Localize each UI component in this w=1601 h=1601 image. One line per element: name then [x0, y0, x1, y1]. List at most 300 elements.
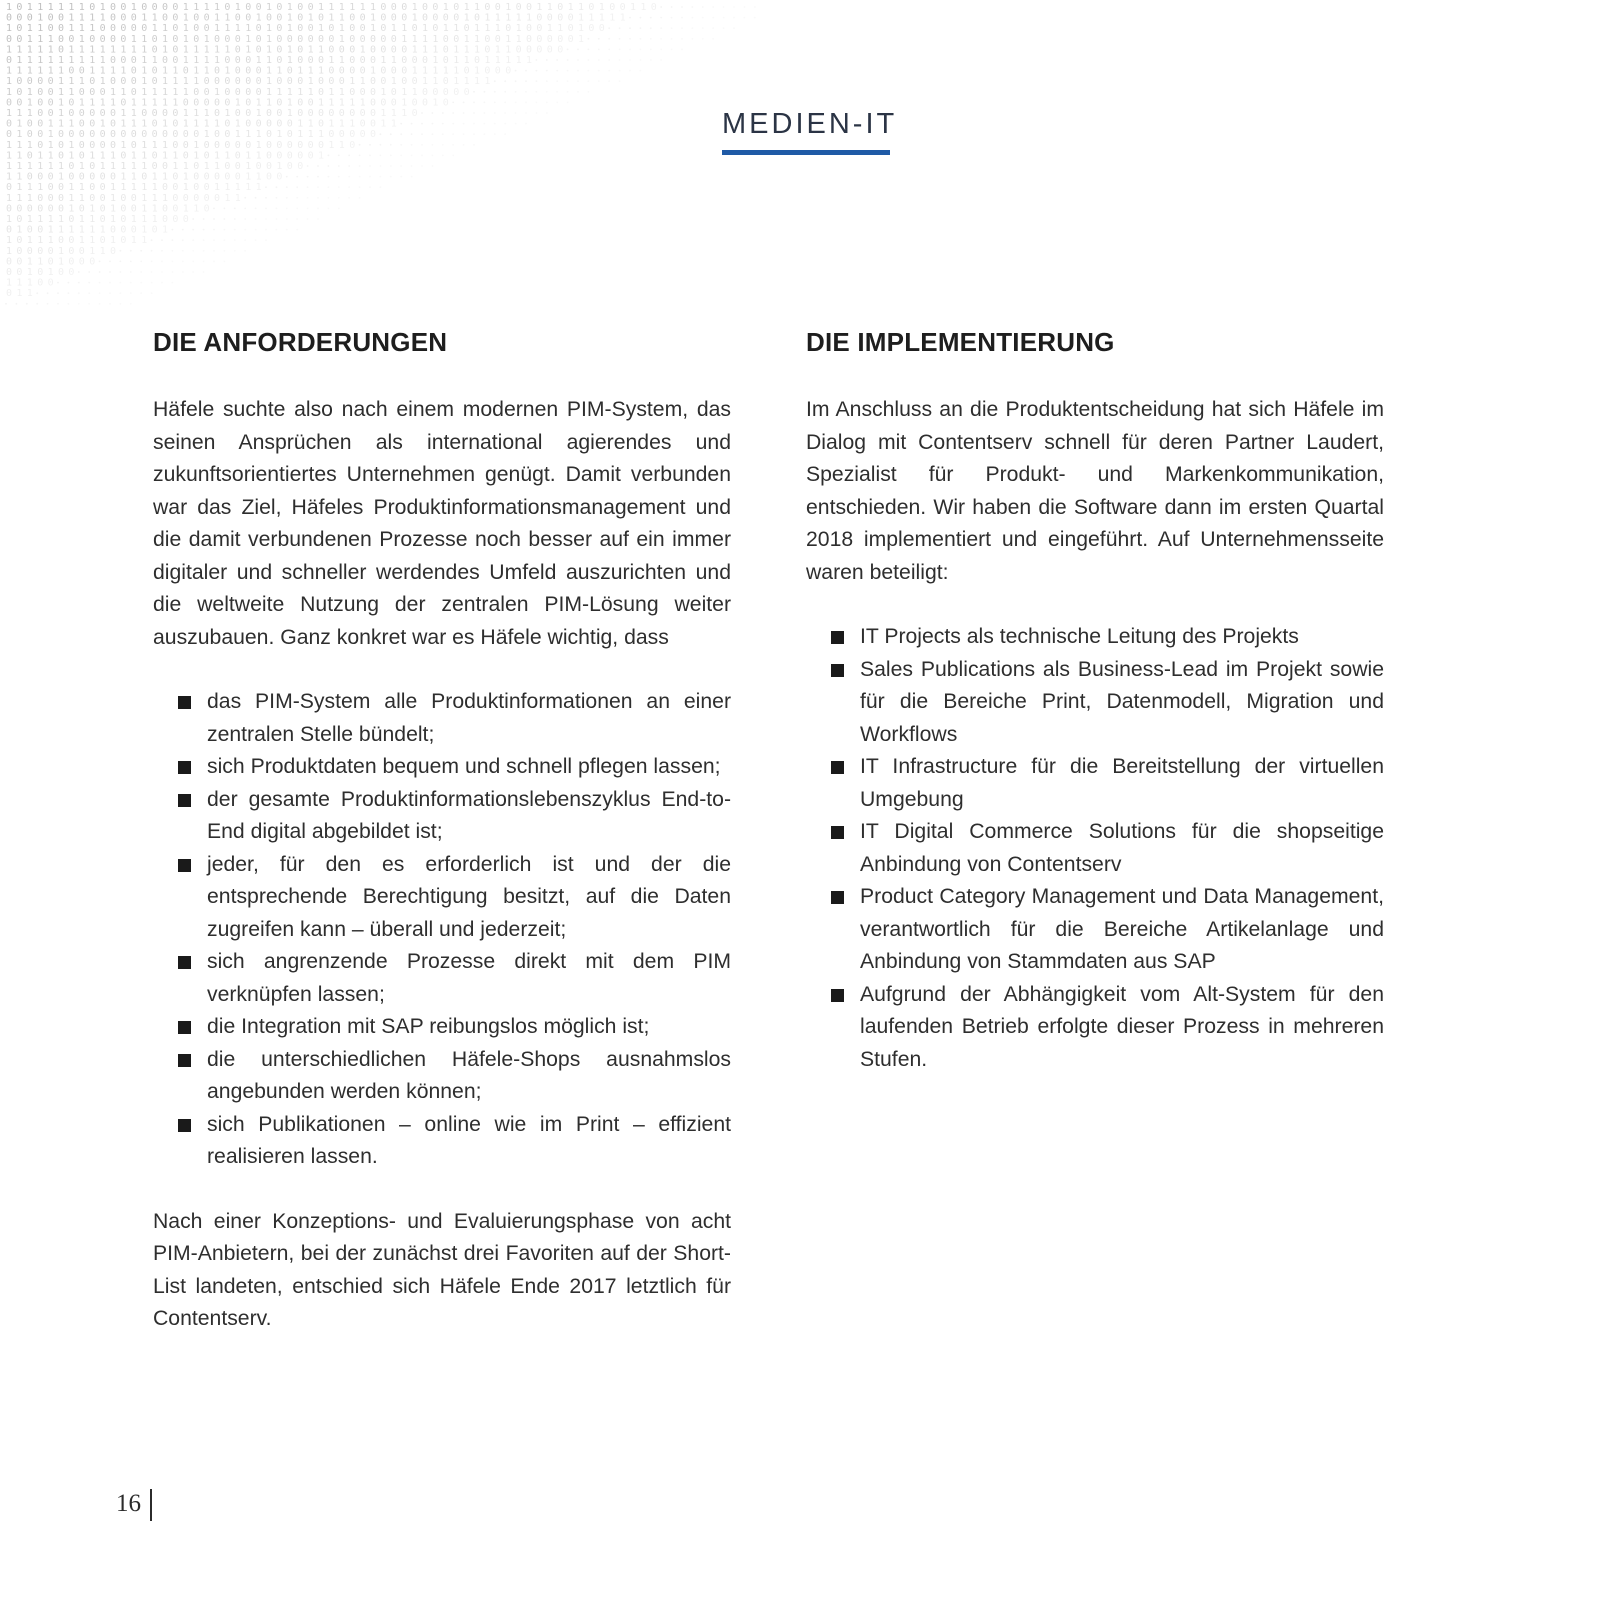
svg-text:0: 0	[598, 23, 605, 35]
svg-text:0: 0	[99, 129, 106, 141]
svg-text:0: 0	[26, 245, 33, 257]
svg-text:1: 1	[505, 2, 512, 13]
svg-text:0: 0	[68, 235, 75, 247]
svg-text:0: 0	[193, 23, 200, 35]
svg-text:0: 0	[557, 2, 564, 13]
svg-text:1: 1	[89, 224, 96, 236]
svg-text:0: 0	[130, 192, 137, 204]
svg-text:0: 0	[110, 2, 117, 13]
svg-text:1: 1	[130, 171, 137, 183]
svg-text:0: 0	[151, 224, 158, 236]
svg-text:0: 0	[484, 44, 491, 56]
svg-text:1: 1	[16, 65, 23, 77]
square-bullet-icon	[831, 761, 844, 774]
svg-text:0: 0	[162, 2, 169, 13]
svg-text:1: 1	[546, 23, 553, 35]
svg-text:1: 1	[68, 23, 75, 35]
svg-text:0: 0	[68, 214, 75, 225]
svg-text:0: 0	[286, 139, 293, 151]
requirements-column	[153, 322, 731, 1336]
svg-text:1: 1	[318, 44, 325, 56]
svg-text:0: 0	[203, 171, 210, 183]
svg-text:1: 1	[318, 2, 325, 13]
svg-text:1: 1	[182, 44, 189, 56]
svg-text:1: 1	[37, 182, 44, 194]
svg-text:0: 0	[68, 267, 75, 278]
svg-text:0: 0	[26, 76, 33, 88]
svg-text:0: 0	[318, 76, 325, 88]
svg-text:1: 1	[411, 12, 418, 24]
svg-text:1: 1	[162, 86, 169, 98]
svg-text:0: 0	[266, 108, 273, 119]
svg-text:1: 1	[26, 108, 33, 119]
svg-text:1: 1	[68, 55, 75, 66]
svg-text:0: 0	[58, 12, 65, 24]
svg-text:0: 0	[58, 203, 65, 215]
svg-text:0: 0	[422, 86, 429, 98]
svg-text:0: 0	[26, 224, 33, 236]
svg-text:0: 0	[162, 214, 169, 225]
svg-text:1: 1	[37, 44, 44, 56]
svg-text:1: 1	[78, 182, 85, 194]
svg-text:1: 1	[276, 65, 283, 77]
svg-text:1: 1	[494, 55, 501, 66]
svg-text:1: 1	[546, 2, 553, 13]
svg-text:0: 0	[234, 12, 241, 24]
svg-text:1: 1	[151, 23, 158, 35]
binary-pattern-decoration	[0, 0, 790, 320]
svg-text:1: 1	[26, 23, 33, 35]
svg-text:0: 0	[110, 108, 117, 119]
svg-text:1: 1	[463, 33, 470, 45]
svg-text:0: 0	[266, 161, 273, 172]
svg-text:0: 0	[151, 44, 158, 56]
svg-text:0: 0	[234, 65, 241, 77]
svg-text:1: 1	[68, 192, 75, 204]
svg-text:0: 0	[411, 55, 418, 66]
svg-text:0: 0	[6, 224, 13, 236]
svg-text:0: 0	[16, 256, 23, 268]
svg-text:0: 0	[89, 129, 96, 141]
svg-text:0: 0	[359, 129, 366, 141]
svg-text:0: 0	[78, 171, 85, 183]
svg-text:1: 1	[47, 55, 54, 66]
svg-text:1: 1	[297, 86, 304, 98]
svg-text:1: 1	[359, 76, 366, 88]
svg-text:0: 0	[297, 33, 304, 45]
svg-text:1: 1	[141, 76, 148, 88]
svg-text:0: 0	[380, 97, 387, 109]
svg-text:1: 1	[37, 214, 44, 225]
svg-text:0: 0	[359, 86, 366, 98]
svg-text:1: 1	[286, 86, 293, 98]
svg-text:0: 0	[328, 65, 335, 77]
svg-text:1: 1	[182, 108, 189, 119]
svg-text:0: 0	[494, 33, 501, 45]
svg-text:1: 1	[6, 150, 13, 162]
svg-text:0: 0	[411, 97, 418, 109]
svg-text:0: 0	[328, 23, 335, 35]
svg-text:0: 0	[162, 12, 169, 24]
svg-text:0: 0	[390, 44, 397, 56]
svg-text:0: 0	[307, 108, 314, 119]
svg-text:0: 0	[162, 203, 169, 215]
svg-text:0: 0	[370, 118, 377, 130]
svg-text:1: 1	[58, 97, 65, 109]
svg-text:1: 1	[307, 44, 314, 56]
svg-text:0: 0	[349, 108, 356, 119]
svg-text:1: 1	[26, 288, 33, 300]
svg-text:0: 0	[182, 139, 189, 151]
svg-text:0: 0	[318, 139, 325, 151]
svg-text:1: 1	[26, 97, 33, 109]
svg-text:0: 0	[182, 192, 189, 204]
svg-text:0: 0	[37, 245, 44, 257]
svg-text:1: 1	[214, 161, 221, 172]
svg-text:1: 1	[630, 2, 637, 13]
svg-text:1: 1	[224, 108, 231, 119]
svg-text:0: 0	[380, 44, 387, 56]
svg-text:1: 1	[151, 214, 158, 225]
svg-text:1: 1	[245, 150, 252, 162]
svg-text:0: 0	[203, 12, 210, 24]
svg-text:1: 1	[99, 245, 106, 257]
svg-text:0: 0	[359, 108, 366, 119]
svg-text:1: 1	[203, 161, 210, 172]
svg-text:1: 1	[141, 139, 148, 151]
svg-text:1: 1	[151, 55, 158, 66]
svg-text:0: 0	[58, 23, 65, 35]
svg-text:0: 0	[110, 23, 117, 35]
svg-text:1: 1	[338, 97, 345, 109]
svg-text:0: 0	[78, 129, 85, 141]
svg-text:0: 0	[89, 33, 96, 45]
svg-text:0: 0	[203, 23, 210, 35]
svg-text:1: 1	[276, 161, 283, 172]
svg-text:1: 1	[203, 118, 210, 130]
svg-text:0: 0	[110, 129, 117, 141]
svg-text:0: 0	[276, 2, 283, 13]
svg-text:1: 1	[526, 55, 533, 66]
svg-text:1: 1	[6, 139, 13, 151]
svg-text:1: 1	[151, 97, 158, 109]
square-bullet-icon	[831, 631, 844, 644]
svg-text:0: 0	[37, 224, 44, 236]
svg-text:0: 0	[359, 12, 366, 24]
svg-text:0: 0	[37, 76, 44, 88]
svg-text:0: 0	[151, 65, 158, 77]
svg-text:0: 0	[650, 2, 657, 13]
svg-text:0: 0	[99, 23, 106, 35]
svg-text:1: 1	[130, 161, 137, 172]
svg-text:0: 0	[380, 2, 387, 13]
svg-text:1: 1	[6, 2, 13, 13]
svg-text:1: 1	[349, 97, 356, 109]
svg-text:0: 0	[224, 2, 231, 13]
svg-text:1: 1	[234, 2, 241, 13]
svg-text:0: 0	[141, 2, 148, 13]
svg-text:1: 1	[432, 44, 439, 56]
svg-text:1: 1	[26, 235, 33, 247]
svg-text:1: 1	[37, 12, 44, 24]
svg-text:1: 1	[26, 182, 33, 194]
svg-text:1: 1	[130, 150, 137, 162]
svg-text:0: 0	[130, 65, 137, 77]
svg-text:1: 1	[214, 23, 221, 35]
svg-text:0: 0	[26, 150, 33, 162]
svg-text:1: 1	[16, 150, 23, 162]
svg-text:1: 1	[99, 65, 106, 77]
svg-text:1: 1	[58, 86, 65, 98]
svg-text:1: 1	[505, 55, 512, 66]
svg-text:1: 1	[286, 55, 293, 66]
svg-text:1: 1	[141, 12, 148, 24]
svg-text:0: 0	[130, 55, 137, 66]
svg-text:1: 1	[141, 214, 148, 225]
svg-text:0: 0	[172, 171, 179, 183]
svg-text:1: 1	[474, 65, 481, 77]
section-label: MEDIEN-IT	[722, 108, 898, 140]
svg-text:1: 1	[99, 44, 106, 56]
svg-text:1: 1	[130, 118, 137, 130]
svg-text:1: 1	[401, 97, 408, 109]
svg-text:1: 1	[78, 44, 85, 56]
svg-text:1: 1	[182, 203, 189, 215]
svg-text:0: 0	[193, 86, 200, 98]
svg-text:0: 0	[214, 97, 221, 109]
svg-text:1: 1	[68, 12, 75, 24]
svg-text:0: 0	[172, 118, 179, 130]
svg-text:1: 1	[110, 97, 117, 109]
svg-text:1: 1	[120, 86, 127, 98]
svg-text:1: 1	[78, 12, 85, 24]
svg-text:0: 0	[276, 118, 283, 130]
svg-text:1: 1	[234, 23, 241, 35]
svg-text:1: 1	[16, 224, 23, 236]
svg-text:0: 0	[172, 182, 179, 194]
svg-text:0: 0	[318, 108, 325, 119]
svg-text:1: 1	[37, 33, 44, 45]
svg-text:1: 1	[162, 33, 169, 45]
svg-text:0: 0	[401, 12, 408, 24]
svg-text:1: 1	[130, 2, 137, 13]
svg-text:0: 0	[68, 33, 75, 45]
svg-text:1: 1	[224, 65, 231, 77]
svg-text:1: 1	[89, 12, 96, 24]
svg-text:0: 0	[224, 33, 231, 45]
svg-text:0: 0	[401, 76, 408, 88]
svg-text:1: 1	[307, 118, 314, 130]
svg-text:1: 1	[99, 12, 106, 24]
svg-text:0: 0	[58, 182, 65, 194]
svg-text:1: 1	[380, 55, 387, 66]
svg-text:0: 0	[526, 23, 533, 35]
svg-text:1: 1	[224, 44, 231, 56]
svg-text:0: 0	[255, 65, 262, 77]
svg-text:0: 0	[297, 150, 304, 162]
svg-text:0: 0	[266, 118, 273, 130]
requirements-heading: DIE ANFORDERUNGEN	[153, 327, 448, 357]
svg-text:1: 1	[276, 129, 283, 141]
svg-text:0: 0	[546, 12, 553, 24]
svg-text:0: 0	[536, 44, 543, 56]
svg-text:0: 0	[214, 108, 221, 119]
svg-text:1: 1	[359, 44, 366, 56]
svg-text:0: 0	[26, 203, 33, 215]
svg-text:1: 1	[422, 33, 429, 45]
svg-text:1: 1	[182, 118, 189, 130]
svg-text:1: 1	[47, 150, 54, 162]
svg-text:1: 1	[193, 2, 200, 13]
svg-text:1: 1	[141, 203, 148, 215]
svg-text:0: 0	[286, 129, 293, 141]
svg-text:0: 0	[172, 139, 179, 151]
svg-text:1: 1	[182, 86, 189, 98]
svg-text:0: 0	[162, 55, 169, 66]
square-bullet-icon	[831, 826, 844, 839]
svg-text:1: 1	[380, 86, 387, 98]
svg-text:0: 0	[515, 44, 522, 56]
svg-text:0: 0	[442, 76, 449, 88]
svg-text:0: 0	[276, 12, 283, 24]
svg-text:0: 0	[359, 118, 366, 130]
list-item: sich Produktdaten bequem und schnell pflegen lassen;	[178, 751, 731, 784]
svg-text:1: 1	[370, 12, 377, 24]
svg-text:1: 1	[234, 192, 241, 204]
svg-text:1: 1	[162, 192, 169, 204]
svg-text:1: 1	[58, 55, 65, 66]
svg-text:1: 1	[68, 224, 75, 236]
svg-text:1: 1	[162, 97, 169, 109]
svg-text:1: 1	[26, 86, 33, 98]
svg-text:0: 0	[224, 161, 231, 172]
svg-text:0: 0	[370, 129, 377, 141]
svg-text:0: 0	[110, 139, 117, 151]
svg-text:1: 1	[141, 118, 148, 130]
svg-text:0: 0	[276, 44, 283, 56]
svg-text:1: 1	[338, 12, 345, 24]
svg-text:0: 0	[89, 139, 96, 151]
svg-text:1: 1	[401, 23, 408, 35]
svg-text:1: 1	[47, 224, 54, 236]
square-bullet-icon	[178, 1119, 191, 1132]
svg-text:0: 0	[89, 108, 96, 119]
svg-text:1: 1	[58, 65, 65, 77]
svg-text:1: 1	[26, 161, 33, 172]
svg-text:1: 1	[214, 86, 221, 98]
svg-text:0: 0	[286, 150, 293, 162]
svg-text:1: 1	[141, 33, 148, 45]
svg-text:0: 0	[89, 118, 96, 130]
svg-text:1: 1	[266, 23, 273, 35]
svg-text:0: 0	[47, 203, 54, 215]
square-bullet-icon	[178, 1021, 191, 1034]
svg-text:0: 0	[120, 97, 127, 109]
svg-text:1: 1	[536, 2, 543, 13]
svg-text:0: 0	[380, 65, 387, 77]
svg-text:1: 1	[474, 2, 481, 13]
svg-text:1: 1	[370, 2, 377, 13]
svg-text:0: 0	[349, 33, 356, 45]
svg-text:1: 1	[58, 76, 65, 88]
svg-text:0: 0	[130, 86, 137, 98]
svg-text:0: 0	[16, 76, 23, 88]
svg-text:1: 1	[193, 55, 200, 66]
svg-text:1: 1	[6, 192, 13, 204]
svg-text:1: 1	[442, 65, 449, 77]
svg-text:0: 0	[47, 86, 54, 98]
svg-text:0: 0	[234, 150, 241, 162]
svg-text:0: 0	[318, 12, 325, 24]
svg-text:0: 0	[89, 192, 96, 204]
svg-text:0: 0	[58, 139, 65, 151]
svg-text:0: 0	[16, 33, 23, 45]
svg-text:0: 0	[37, 108, 44, 119]
svg-text:0: 0	[6, 182, 13, 194]
svg-text:0: 0	[557, 44, 564, 56]
section-label-underline	[722, 150, 890, 155]
svg-text:0: 0	[141, 23, 148, 35]
svg-text:0: 0	[286, 118, 293, 130]
svg-text:0: 0	[26, 171, 33, 183]
svg-text:0: 0	[297, 44, 304, 56]
svg-text:0: 0	[328, 129, 335, 141]
svg-text:1: 1	[130, 214, 137, 225]
svg-text:0: 0	[47, 108, 54, 119]
svg-text:1: 1	[245, 129, 252, 141]
svg-text:0: 0	[99, 182, 106, 194]
svg-text:1: 1	[494, 23, 501, 35]
svg-text:0: 0	[120, 33, 127, 45]
svg-text:0: 0	[380, 12, 387, 24]
svg-text:1: 1	[78, 55, 85, 66]
svg-text:1: 1	[78, 192, 85, 204]
svg-text:0: 0	[297, 23, 304, 35]
svg-text:0: 0	[6, 118, 13, 130]
svg-text:0: 0	[16, 214, 23, 225]
svg-text:1: 1	[47, 129, 54, 141]
svg-text:1: 1	[318, 65, 325, 77]
svg-text:1: 1	[89, 214, 96, 225]
svg-text:1: 1	[6, 161, 13, 172]
svg-text:0: 0	[37, 192, 44, 204]
svg-text:1: 1	[338, 33, 345, 45]
svg-text:0: 0	[245, 12, 252, 24]
svg-text:1: 1	[6, 245, 13, 257]
svg-text:1: 1	[172, 76, 179, 88]
list-item: die Integration mit SAP reibungslos möglich ist;	[178, 1011, 731, 1044]
svg-text:1: 1	[214, 2, 221, 13]
svg-text:1: 1	[266, 86, 273, 98]
svg-text:0: 0	[78, 65, 85, 77]
svg-text:1: 1	[411, 86, 418, 98]
svg-text:0: 0	[151, 150, 158, 162]
svg-text:1: 1	[68, 118, 75, 130]
svg-text:1: 1	[26, 277, 33, 289]
implementation-column	[806, 322, 1384, 1076]
svg-text:1: 1	[359, 2, 366, 13]
svg-text:0: 0	[442, 55, 449, 66]
svg-text:0: 0	[505, 23, 512, 35]
square-bullet-icon	[831, 989, 844, 1002]
svg-text:0: 0	[567, 12, 574, 24]
svg-text:0: 0	[214, 139, 221, 151]
svg-text:0: 0	[255, 86, 262, 98]
svg-text:0: 0	[286, 161, 293, 172]
svg-text:1: 1	[37, 65, 44, 77]
svg-text:1: 1	[68, 150, 75, 162]
svg-text:0: 0	[120, 235, 127, 247]
